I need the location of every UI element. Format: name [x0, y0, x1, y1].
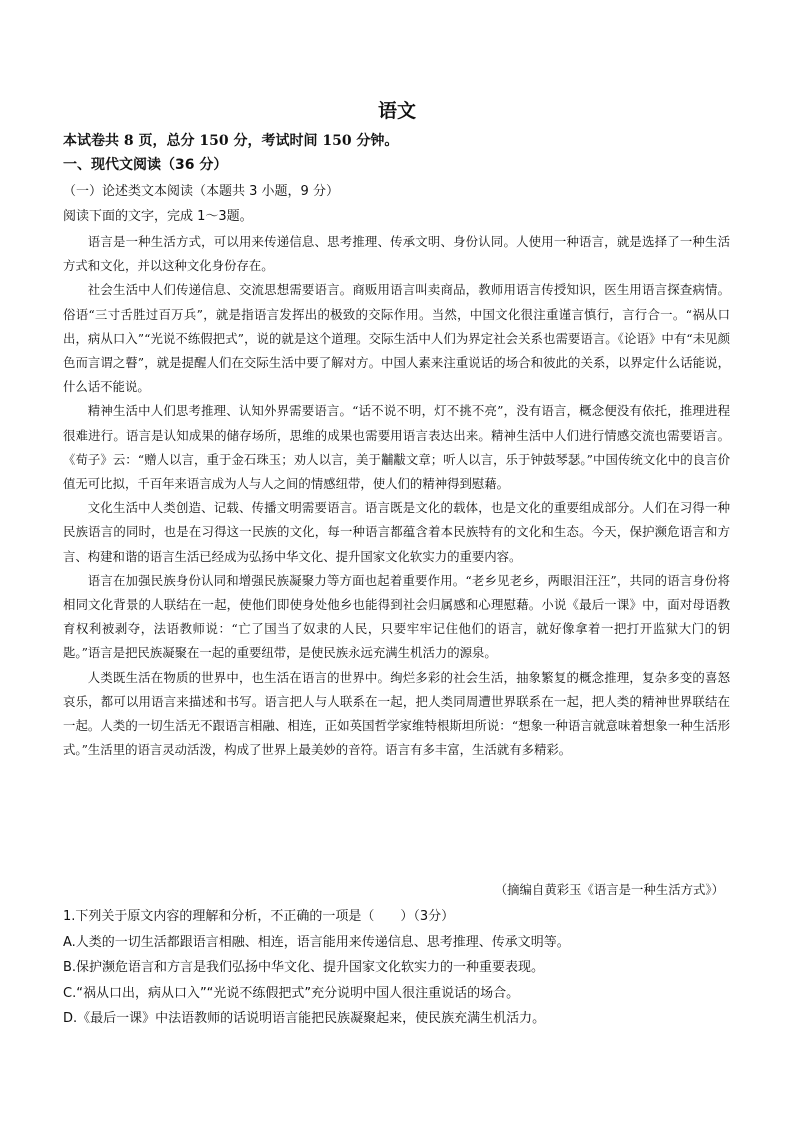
- passage-paragraph: 社会生活中人们传递信息、交流思想需要语言。商贩用语言叫卖商品，教师用语言传授知识，医生用语言探查病情。俗语“三寸舌胜过百万兵”，就是指语言发挥出的极致的交际作用。当然，中国文化很注重谨言慎行，言行合一。“祸从口出，病从口入”“光说不练假把式”，说的就是这个道理。交际生活中人们为界定社会关系也需要语言。《论语》中有“未见颜色而言谓之瞽”，就是提醒人们在交际生活中要了解对方。中国人素来注重说话的场合和彼此的关系，以界定什么话能说，什么话不能说。: [63, 282, 730, 395]
- reading-instruction: 阅读下面的文字，完成 1～3题。: [63, 209, 253, 224]
- passage-paragraph: 文化生活中人类创造、记载、传播文明需要语言。语言既是文化的载体，也是文化的重要组成部分。人们在习得一种民族语言的同时，也是在习得这一民族的文化，每一种语言都蕴含着本民族特有的文化和生态。今天，保护濒危语言和方言、构建和谐的语言生活已经成为弘扬中华文化、提升国家文化软实力的重要内容。: [63, 500, 730, 564]
- subsection-heading: （一）论述类文本阅读（本题共 3 小题，9 分）: [63, 184, 339, 199]
- exam-info: 本试卷共 8 页，总分 150 分，考试时间 150 分钟。: [63, 133, 399, 149]
- option-c: C.“祸从口出，病从口入”“光说不练假把式”充分说明中国人很注重说话的场合。: [63, 985, 520, 1001]
- question-1: [63, 904, 743, 1032]
- passage-paragraph: 语言在加强民族身份认同和增强民族凝聚力等方面也起着重要作用。“老乡见老乡，两眼泪汪汪”，共同的语言身份将相同文化背景的人联结在一起，使他们即使身处他乡也能得到社会归属感和心理慰藉。小说《最后一课》中，面对母语教育权利被剥夺，法语教师说：“亡了国当了奴隶的人民，只要牢牢记住他们的语言，就好像拿着一把打开监狱大门的钥匙。”语言是把民族凝聚在一起的重要纽带，是使民族永远充满生机活力的源泉。: [63, 572, 730, 661]
- reading-passage: [63, 230, 730, 762]
- option-a: A.人类的一切生活都跟语言相融、相连，语言能用来传递信息、思考推理、传承文明等。: [63, 934, 570, 950]
- passage-paragraph: 语言是一种生活方式，可以用来传递信息、思考推理、传承文明、身份认同。人使用一种语言，就是选择了一种生活方式和文化，并以这种文化身份存在。: [63, 234, 730, 274]
- page-title: 语文: [377, 100, 416, 122]
- passage-paragraph: 人类既生活在物质的世界中，也生活在语言的世界中。绚烂多彩的社会生活，抽象繁复的概念推理，复杂多变的喜怒哀乐，都可以用语言来描述和书写。语言把人与人联系在一起，把人类同周遭世界联系在一起，把人类的精神世界联结在一起。人类的一切生活无不跟语言相融、相连，正如英国哲学家维特根斯坦所说：“想象一种语言就意味着想象一种生活形式。”生活里的语言灵动活泼，构成了世界上最美妙的音符。语言有多丰富，生活就有多精彩。: [63, 669, 730, 758]
- passage-paragraph: 精神生活中人们思考推理、认知外界需要语言。“话不说不明，灯不挑不亮”，没有语言，概念便没有依托，推理进程很难进行。语言是认知成果的储存场所，思维的成果也需要用语言表达出来。精神生活中人们进行情感交流也需要语言。《荀子》云：“赠人以言，重于金石珠玉；劝人以言，美于黼黻文章；听人以言，乐于钟鼓琴瑟。”中国传统文化中的良言价值无可比拟，千百年来语言成为人与人之间的情感纽带，使人们的精神得到慰藉。: [63, 403, 730, 492]
- question-stem: 1.下列关于原文内容的理解和分析，不正确的一项是（ ）（3分）: [63, 909, 455, 924]
- section-heading: 一、现代文阅读（36 分）: [63, 157, 228, 173]
- passage-source: （摘编自黄彩玉《语言是一种生活方式》）: [494, 882, 724, 897]
- option-b: B.保护濒危语言和方言是我们弘扬中华文化、提升国家文化软实力的一种重要表现。: [63, 960, 545, 975]
- option-d: D.《最后一课》中法语教师的话说明语言能把民族凝聚起来，使民族充满生机活力。: [63, 1011, 546, 1026]
